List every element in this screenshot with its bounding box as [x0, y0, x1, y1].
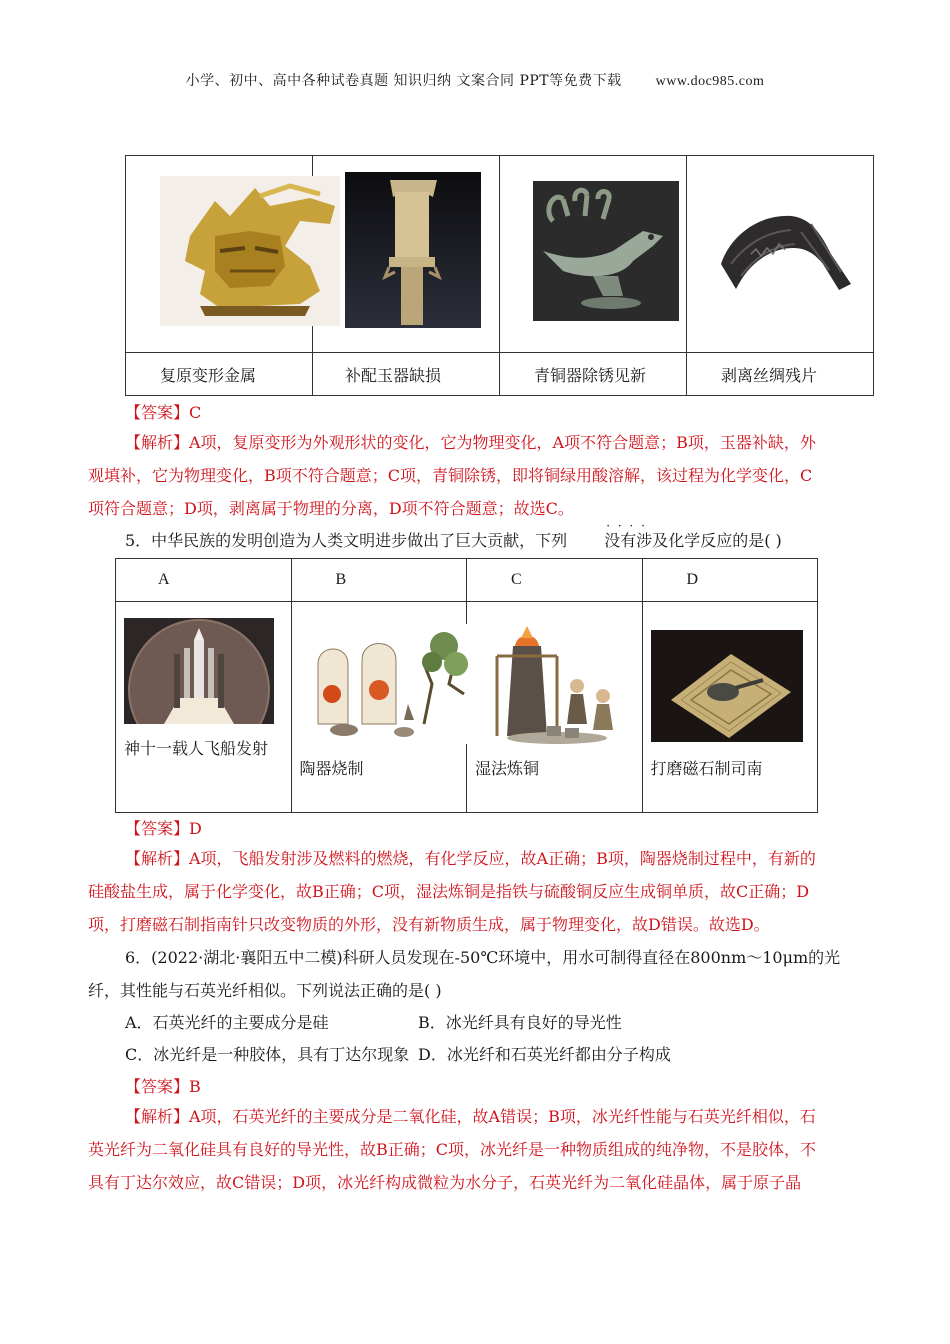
q5-answer: 【答案】D [125, 819, 202, 838]
q4-explanation-1: 【解析】A项，复原变形为外观形状的变化，它为物理变化，A项不符合题意；B项，玉器补缺，外 [125, 433, 816, 452]
header-site: www.doc985.com [655, 74, 765, 89]
q4-table [125, 155, 874, 396]
q5-header-d-label: D [686, 571, 699, 588]
q5-header-d [642, 559, 818, 602]
q6-answer: 【答案】B [125, 1077, 201, 1096]
jade-blade-image [345, 172, 481, 328]
q4-caption-4: 剥离丝绸残片 [687, 353, 874, 396]
q5-caption-a: 神十一载人飞船发射 [124, 739, 269, 758]
header-text: 小学、初中、高中各种试卷真题 知识归纳 文案合同 PPT等免费下载 [185, 73, 622, 89]
q4-explanation-2: 观填补，它为物理变化，B项不符合题意；C项，青铜除锈，即将铜绿用酸溶解，该过程为化学变化，C [88, 466, 813, 485]
q6-option-c: C．冰光纤是一种胶体，具有丁达尔现象 [125, 1045, 410, 1064]
q5-caption-c: 湿法炼铜 [475, 759, 540, 778]
silk-fragment-image [711, 194, 861, 304]
q6-stem-2: 纤，其性能与石英光纤相似。下列说法正确的是( ) [88, 981, 442, 1000]
q6-explanation-1: 【解析】A项，石英光纤的主要成分是二氧化硅，故A错误；B项，冰光纤性能与石英光纤相似，石 [125, 1107, 816, 1126]
bronze-bird-image [533, 181, 679, 321]
q5-header-a [116, 559, 292, 602]
q5-stem-before: 5．中华民族的发明创造为人类文明进步做出了巨大贡献，下列 [125, 531, 568, 550]
q6-explanation-2: 英光纤为二氧化硅具有良好的导光性，故B正确；C项，冰光纤是一种物质组成的纯净物，不是胶体，不 [88, 1140, 817, 1159]
q5-caption-d: 打磨磁石制司南 [650, 759, 763, 778]
q5-explanation-1: 【解析】A项，飞船发射涉及燃料的燃烧，有化学反应，故A正确；B项，陶器烧制过程中，有新的 [125, 849, 816, 868]
q5-header-b [291, 559, 467, 602]
q4-caption-2: 补配玉器缺损 [313, 353, 500, 396]
q5-explanation-2: 硅酸盐生成，属于化学变化，故B正确；C项，湿法炼铜是指铁与硫酸铜反应生成铜单质，故C正确；D [88, 882, 810, 901]
q5-cell-c [467, 602, 643, 813]
q6-explanation-3: 具有丁达尔效应，故C错误；D项，冰光纤构成微粒为水分子，石英光纤为二氧化硅晶体，属于原子晶 [88, 1173, 802, 1192]
q4-answer: 【答案】C [125, 403, 202, 422]
q4-cell-4 [687, 156, 874, 353]
q5-header-a-label: A [158, 571, 170, 588]
q4-caption-1: 复原变形金属 [126, 353, 313, 396]
q5-header-c [467, 559, 643, 602]
q4-cell-3 [500, 156, 687, 353]
q5-cell-d [642, 602, 818, 813]
q5-stem [88, 524, 858, 557]
copper-smelting-image [477, 626, 629, 746]
q5-header-c-label: C [511, 571, 522, 588]
q5-explanation-3: 项，打磨磁石制指南针只改变物质的外形，没有新物质生成，属于物理变化，故D错误。故选D。 [88, 915, 770, 934]
q4-cell-1 [126, 156, 313, 353]
q4-cell-2 [313, 156, 500, 353]
q6-option-a: A．石英光纤的主要成分是硅 [125, 1013, 329, 1032]
compass-sinan-image [651, 630, 803, 742]
rocket-launch-image [124, 618, 274, 724]
page-header [0, 70, 950, 90]
pottery-firing-image [304, 624, 476, 744]
q5-caption-b: 陶器烧制 [299, 759, 364, 778]
q5-stem-after: 化学反应的是( ) [668, 531, 782, 550]
q5-stem-emphasis: 没有涉及 · · · · [567, 524, 668, 557]
q5-table [115, 558, 818, 813]
q6-option-d: D．冰光纤和石英光纤都由分子构成 [418, 1045, 671, 1064]
q5-cell-b [291, 602, 467, 813]
q6-option-b: B．冰光纤具有良好的导光性 [418, 1013, 622, 1032]
q5-cell-a [116, 602, 292, 813]
q5-header-b-label: B [335, 571, 347, 588]
q4-explanation-3: 项符合题意；D项，剥离属于物理的分离，D项不符合题意；故选C。 [88, 499, 574, 518]
q6-stem-1: 6．(2022·湖北·襄阳五中二模)科研人员发现在-50℃环境中，用水可制得直径在800nm～10μm的光 [125, 948, 841, 967]
q4-caption-3: 青铜器除锈见新 [500, 353, 687, 396]
